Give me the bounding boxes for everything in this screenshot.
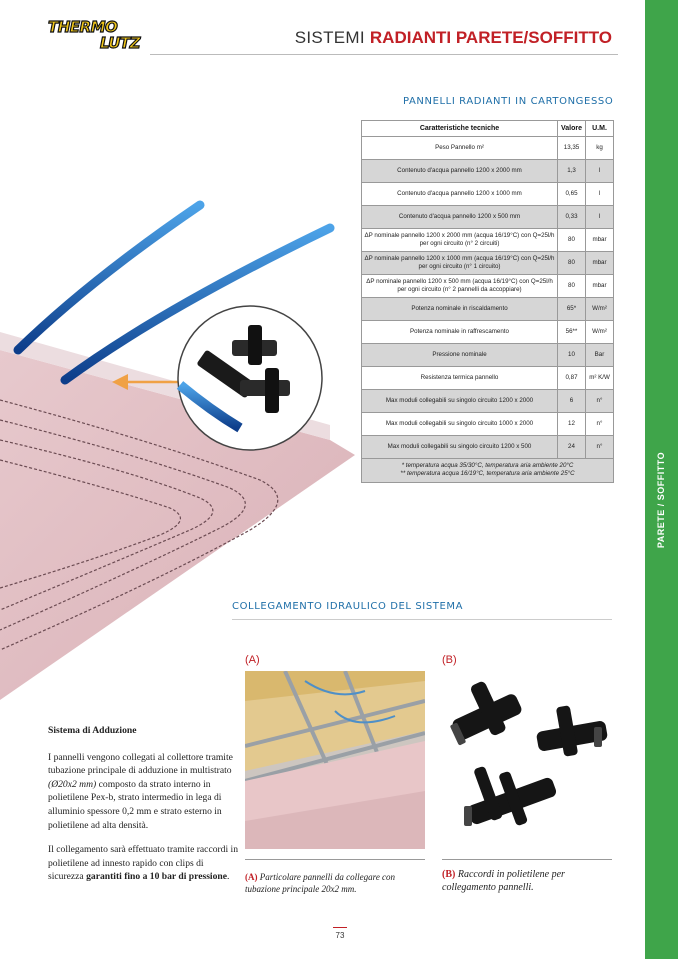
table-row: Potenza nominale in riscaldamento 65* W/m² — [362, 298, 614, 321]
body-text — [48, 724, 238, 895]
photo-fittings — [442, 671, 612, 849]
footnote-1: * temperatura acqua 35/30°C, temperatura aria ambiente 20°C — [401, 462, 574, 469]
col-header-feature: Caratteristiche tecniche — [362, 121, 558, 137]
page-title-thin: SISTEMI — [294, 28, 370, 47]
table-row: Max moduli collegabili su singolo circuito 1200 x 500 24 n° — [362, 436, 614, 459]
col-header-value: Valore — [558, 121, 586, 137]
spec-table — [361, 120, 614, 483]
photo-ceiling-panels — [245, 671, 425, 849]
caption-a-tag: (A) — [245, 872, 258, 882]
page-title — [295, 28, 612, 48]
caption-a-rule — [245, 859, 425, 860]
col-header-unit: U.M. — [586, 121, 614, 137]
table-row: Potenza nominale in raffrescamento 56** W/m² — [362, 321, 614, 344]
table-row: Max moduli collegabili su singolo circuito 1000 x 2000 12 n° — [362, 413, 614, 436]
caption-b — [442, 868, 617, 894]
section-rule — [232, 619, 612, 620]
table-row: Contenuto d'acqua pannello 1200 x 1000 mm 0,65 l — [362, 183, 614, 206]
caption-a-text: Particolare pannelli da collegare con tubazione principale 20x2 mm. — [245, 872, 396, 894]
body-paragraph-2: Il collegamento sarà effettuato tramite raccordi in polietilene ad innesto rapido con clips di sicurezza garantiti fino a 10 bar di pressione. — [48, 844, 239, 883]
table-row: ΔP nominale pannello 1200 x 1000 mm (acqua 16/19°C) con Q=25l/h per ogni circuito (n° 1 circuito) 80 mbar — [362, 252, 614, 275]
caption-a — [245, 872, 425, 895]
logo-line1: THERMO — [48, 18, 118, 36]
pipe-1 — [18, 205, 200, 350]
logo-line2: LUTZ — [100, 34, 141, 52]
caption-b-rule — [442, 859, 612, 860]
caption-b-text: Raccordi in polietilene per collegamento pannelli. — [442, 869, 565, 893]
page-title-bold: RADIANTI PARETE/SOFFITTO — [369, 28, 612, 47]
table-row: Peso Pannello m² 13,35 kg — [362, 137, 614, 160]
table-row: ΔP nominale pannello 1200 x 2000 mm (acqua 16/19°C) con Q=25l/h per ogni circuito (n° 2 circuiti) 80 mbar — [362, 229, 614, 252]
spec-table-header — [362, 121, 614, 137]
brand-logo — [48, 18, 148, 58]
table-row: ΔP nominale pannello 1200 x 500 mm (acqua 16/19°C) con Q=25l/h per ogni circuito (n° 2 pannelli da accoppiare) 80 mbar — [362, 275, 614, 298]
table-footnotes — [362, 459, 614, 483]
caption-b-tag: (B) — [442, 869, 456, 880]
page-number: 73 — [335, 931, 345, 940]
table-row: Pressione nominale 10 Bar — [362, 344, 614, 367]
table-row: Contenuto d'acqua pannello 1200 x 500 mm 0,33 l — [362, 206, 614, 229]
section-title-connection: COLLEGAMENTO IDRAULICO DEL SISTEMA — [232, 601, 464, 612]
title-rule — [150, 54, 618, 55]
body-heading: Sistema di Adduzione — [48, 725, 137, 736]
footnote-2: ** temperatura acqua 16/19°C, temperatura aria ambiente 25°C — [400, 470, 575, 478]
table-row: Resistenza termica pannello 0,87 m² K/W — [362, 367, 614, 390]
side-label: PARETE / SOFFITTO — [656, 451, 667, 549]
table-row: Contenuto d'acqua pannello 1200 x 2000 mm 1,3 l — [362, 160, 614, 183]
table-row: Max moduli collegabili su singolo circuito 1200 x 2000 6 n° — [362, 390, 614, 413]
section-title-panels: PANNELLI RADIANTI IN CARTONGESSO — [403, 96, 614, 107]
page-number-rule — [333, 927, 347, 928]
body-paragraph-1: I pannelli vengono collegati al collettore tramite tubazione principale di adduzione in multistrato (Ø20x2 mm) composto da strato interno in polietilene Pex-b, strato intermedio in lega di alluminio spessore 0,2 mm e strato esterno in polietilene ad alta densità. — [48, 751, 233, 831]
label-a: (A) — [245, 654, 260, 666]
label-b: (B) — [442, 654, 457, 666]
